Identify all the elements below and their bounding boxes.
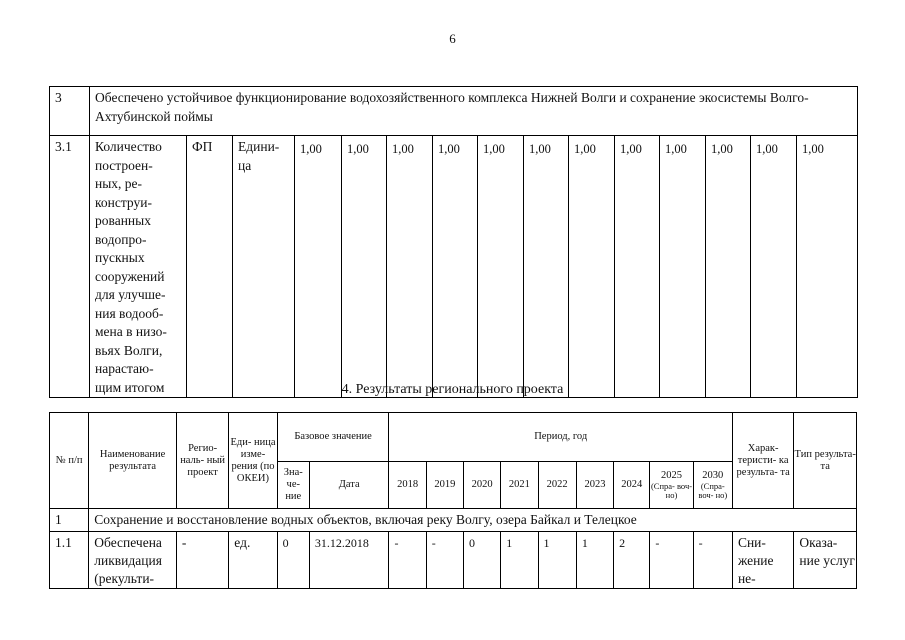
header-num: № п/п (50, 413, 89, 509)
value-cell: 1,00 (660, 136, 706, 398)
value-cell: 1,00 (751, 136, 797, 398)
value-cell: 1,00 (706, 136, 751, 398)
year-value: 0 (464, 532, 501, 589)
value-cell: 1,00 (569, 136, 615, 398)
name-line: Количество (95, 139, 162, 154)
header-year: 2019 (426, 462, 463, 509)
value-cell: 1,00 (342, 136, 387, 398)
table-row (50, 87, 858, 136)
table-row (50, 509, 857, 532)
header-characteristic: Харак- теристи- ка результа- та (732, 413, 793, 509)
name-line: нарастаю- (95, 361, 154, 376)
value-cell: 1,00 (433, 136, 478, 398)
header-year: 2018 (389, 462, 426, 509)
row-number: 1.1 (50, 532, 89, 589)
indicator-unit (233, 136, 295, 398)
header-base-value: Зна- че- ние (277, 462, 309, 509)
header-year-2030 (693, 462, 732, 509)
name-line: водопро- (95, 231, 147, 247)
result-name: Обеспечена ликвидация (рекульти- (89, 532, 177, 589)
value-cell: 1,00 (524, 136, 569, 398)
year-value: 1 (538, 532, 576, 589)
result-project: - (176, 532, 228, 589)
year-value: 1 (576, 532, 613, 589)
value-cell: 1,00 (797, 136, 858, 398)
header-row (50, 413, 857, 462)
header-year-2025 (650, 462, 693, 509)
indicators-table (49, 86, 858, 398)
row-number: 3 (50, 87, 90, 136)
reference-note: (Спра- воч- но) (698, 480, 728, 500)
name-line: сооружений (95, 268, 165, 284)
unit-line: Едини- (238, 139, 280, 154)
name-line: конструи- (95, 194, 152, 210)
goal-text: Обеспечено устойчивое функционирование водохозяйственного комплекса Нижней Волги и сохранение экосистемы Волго-Ахтубинской поймы (90, 87, 858, 136)
value-cell: 1,00 (387, 136, 433, 398)
year-value: - (389, 532, 426, 589)
header-year: 2023 (576, 462, 613, 509)
header-name: Наименование результата (89, 413, 177, 509)
year-label: 2025 (661, 469, 682, 481)
header-year: 2022 (538, 462, 576, 509)
result-type: Оказа- ние услуг (794, 532, 857, 589)
value-cell: 1,00 (615, 136, 660, 398)
indicator-name (90, 136, 187, 398)
name-line: построен- (95, 157, 153, 173)
reference-note: (Спра- воч- но) (650, 480, 693, 500)
header-year: 2021 (501, 462, 538, 509)
results-table (49, 412, 857, 589)
table-row (50, 136, 858, 398)
header-year: 2020 (464, 462, 501, 509)
year-value: 1 (501, 532, 538, 589)
base-value: 0 (277, 532, 309, 589)
name-line: для улучше- (95, 287, 166, 302)
value-cell: 1,00 (295, 136, 342, 398)
year-value: - (693, 532, 732, 589)
header-result-type: Тип результа- та (794, 413, 857, 509)
year-value: - (650, 532, 693, 589)
row-number: 1 (50, 509, 89, 532)
indicator-type: ФП (187, 136, 233, 398)
page-number: 6 (449, 31, 456, 46)
unit-line: ца (238, 157, 252, 173)
task-text: Сохранение и восстановление водных объектов, включая реку Волгу, озера Байкал и Телецкое (89, 509, 857, 532)
name-line: пускных (95, 250, 145, 265)
table-row (50, 532, 857, 589)
year-value: 2 (614, 532, 650, 589)
base-date: 31.12.2018 (309, 532, 389, 589)
name-line: рованных (95, 213, 151, 228)
section-title: 4. Результаты регионального проекта (341, 382, 564, 397)
header-year: 2024 (614, 462, 650, 509)
header-base: Базовое значение (277, 413, 389, 462)
name-line: щим итогом (95, 379, 165, 395)
name-line: ных, ре- (95, 176, 143, 191)
header-project: Регио- наль- ный проект (176, 413, 228, 509)
header-period: Период, год (389, 413, 732, 462)
row-number: 3.1 (50, 136, 90, 398)
name-line: мена в низо- (95, 324, 167, 339)
name-line: вьях Волги, (95, 342, 163, 358)
name-line: ния водооб- (95, 305, 164, 321)
result-unit: ед. (229, 532, 277, 589)
result-characteristic: Сни- жение не- (732, 532, 793, 589)
header-base-date: Дата (309, 462, 389, 509)
year-label: 2030 (702, 469, 724, 481)
header-unit: Еди- ница изме- рения (по ОКЕИ) (229, 413, 277, 509)
value-cell: 1,00 (478, 136, 524, 398)
year-value: - (426, 532, 463, 589)
